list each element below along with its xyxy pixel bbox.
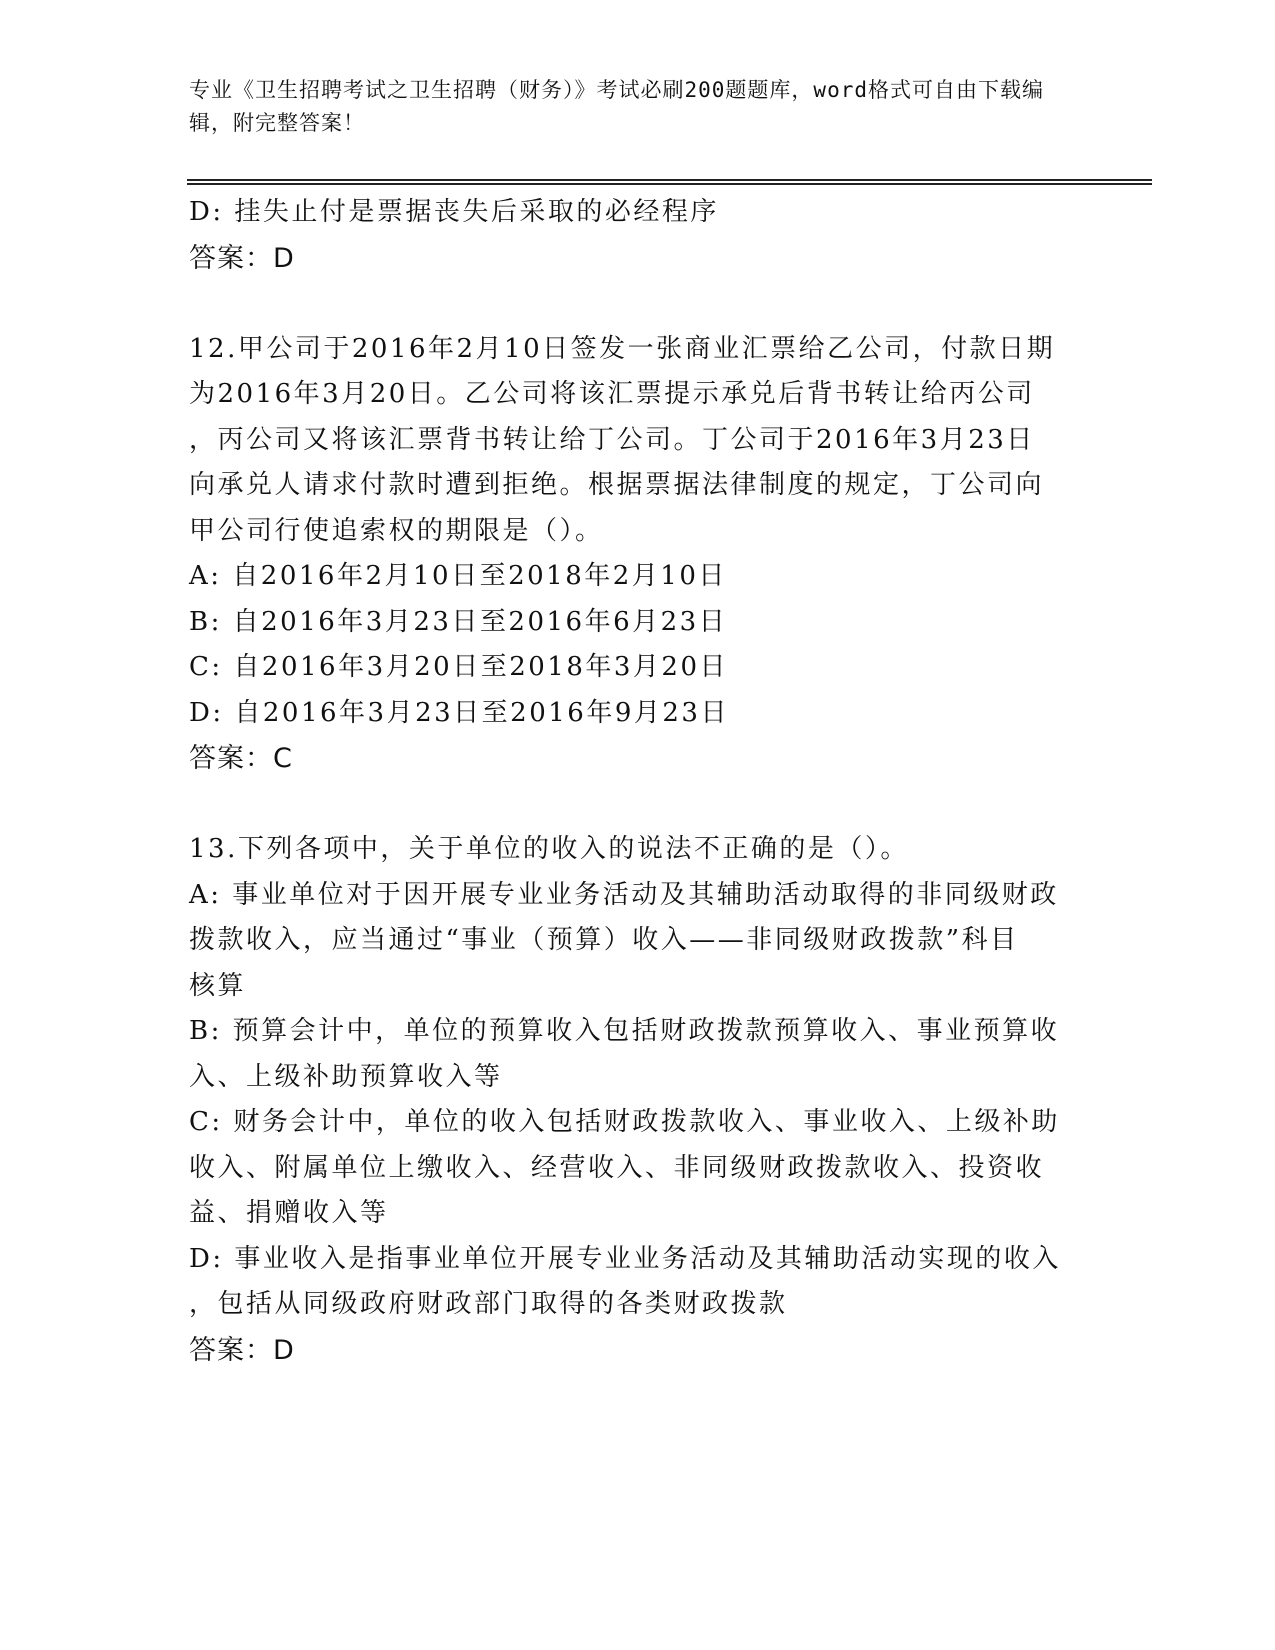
option-d: D: 事业收入是指事业单位开展专业业务活动及其辅助活动实现的收入 [189,1243,1061,1274]
header-divider-bottom [187,183,1152,185]
document-body [189,190,1069,1373]
document-header-title: 专业《卫生招聘考试之卫生招聘（财务）》考试必刷200题题库，word格式可自由下载编辑，附完整答案！ [189,78,1044,135]
question-13 [189,827,1069,1373]
question-stem-line: 为2016年3月20日。乙公司将该汇票提示承兑后背书转让给丙公司 [189,379,1035,409]
option-b-continued: 入、上级补助预算收入等 [189,1061,503,1092]
option-c: C: 自2016年3月20日至2018年3月20日 [189,652,729,682]
option-d: D: 自2016年3月23日至2016年9月23日 [189,697,729,728]
spacer [189,281,1069,327]
spacer [189,782,1069,828]
option-c-continued: 收入、附属单位上缴收入、经营收入、非同级财政拨款收入、投资收 [189,1152,1045,1183]
option-c: C: 财务会计中，单位的收入包括财政拨款收入、事业收入、上级补助 [189,1107,1060,1137]
option-c-continued: 益、捐赠收入等 [189,1198,389,1228]
option-a: A: 事业单位对于因开展专业业务活动及其辅助活动取得的非同级财政 [189,879,1059,910]
option-d-continued: ，包括从同级政府财政部门取得的各类财政拨款 [189,1289,788,1319]
question-stem-line: 12.甲公司于2016年2月10日签发一张商业汇票给乙公司，付款日期 [189,333,1056,364]
option-b: B: 预算会计中，单位的预算收入包括财政拨款预算收入、事业预算收 [189,1016,1060,1046]
header-divider-top [187,179,1152,181]
question-stem: 13.下列各项中，关于单位的收入的说法不正确的是（）。 [189,834,909,864]
option-b: B: 自2016年3月23日至2016年6月23日 [189,606,728,637]
question-stem-line: 甲公司行使追索权的期限是（）。 [189,515,604,546]
question-stem-line: 向承兑人请求付款时遭到拒绝。根据票据法律制度的规定，丁公司向 [189,470,1045,500]
option-a-continued: 核算 [189,970,247,1001]
answer-line: 答案：D [189,242,295,274]
answer-line: 答案：C [189,743,293,774]
question-stem-line: ，丙公司又将该汇票背书转让给丁公司。丁公司于2016年3月23日 [189,424,1035,455]
answer-line: 答案：D [189,1334,295,1366]
option-a-continued: 拨款收入，应当通过“事业（预算）收入——非同级财政拨款”科目 [189,925,1019,955]
option-d: D: 挂失止付是票据丧失后采取的必经程序 [189,197,719,227]
previous-question-tail [189,190,1069,281]
option-a: A: 自2016年2月10日至2018年2月10日 [189,561,727,591]
question-12 [189,327,1069,782]
